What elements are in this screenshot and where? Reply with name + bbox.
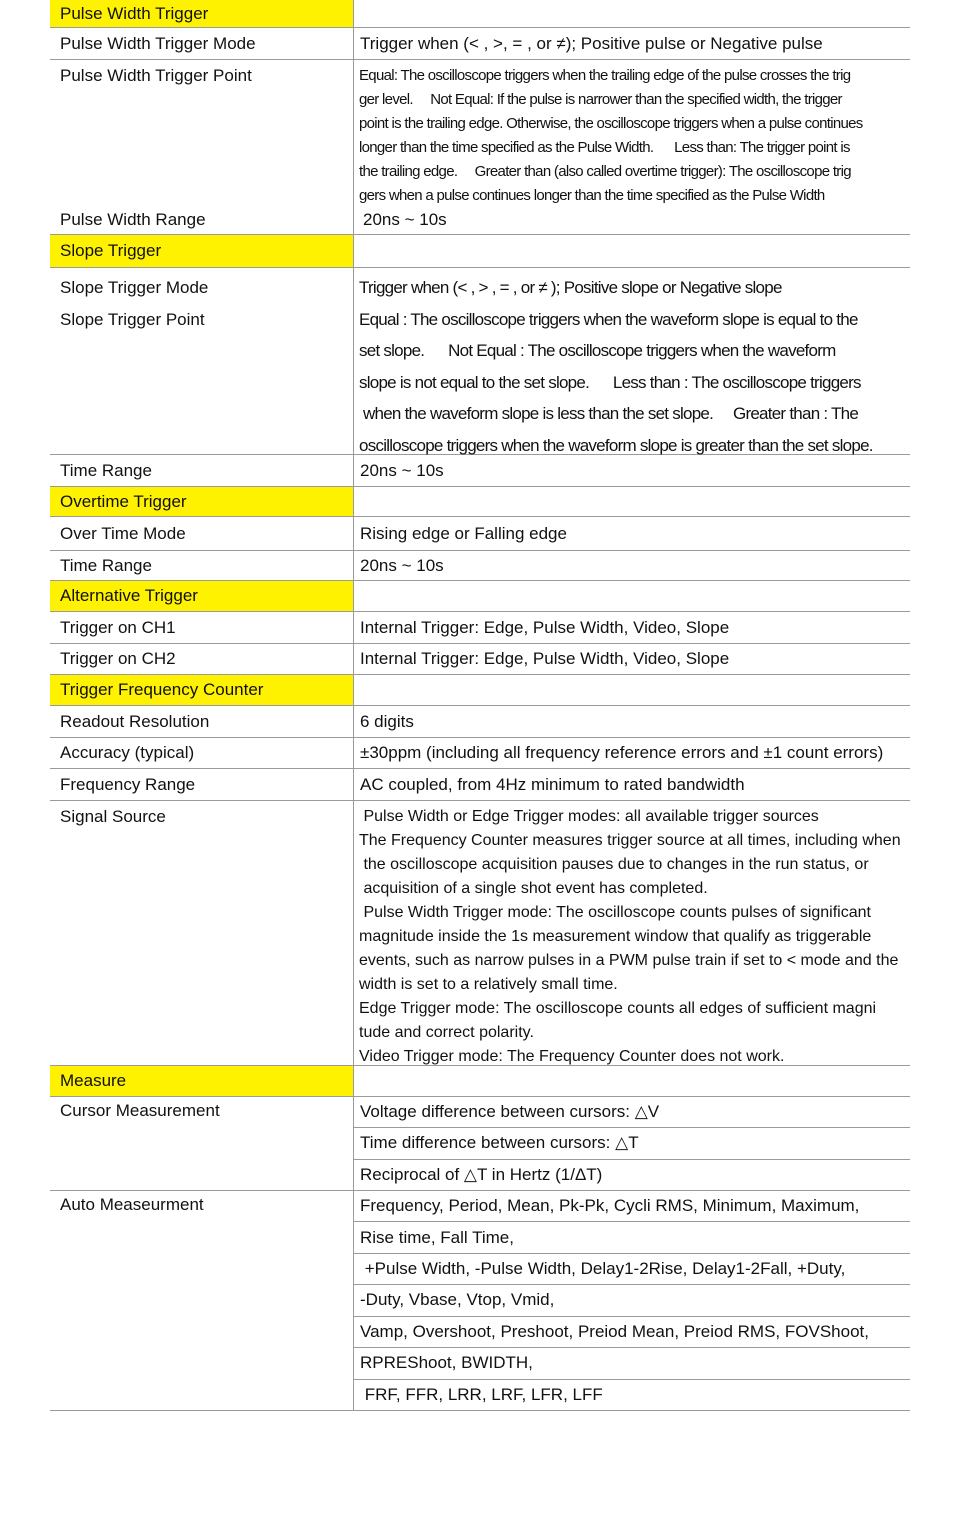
row-value: AC coupled, from 4Hz minimum to rated bandwidth	[360, 774, 745, 794]
row-label: Accuracy (typical)	[60, 743, 195, 762]
row-label: Pulse Width Range	[60, 210, 206, 229]
label-cell	[50, 455, 354, 486]
row-label: Slope Trigger Mode	[60, 278, 209, 297]
row-label: Time Range	[60, 460, 152, 480]
table-row	[50, 455, 910, 487]
value-subrow: Voltage difference between cursors: △V	[354, 1097, 910, 1128]
value-line: Equal : The oscilloscope triggers when the waveform slope is equal to the	[359, 309, 858, 329]
row-label: Pulse Width Trigger Mode	[60, 33, 256, 53]
value-line: Video Trigger mode: The Frequency Counter does not work.	[359, 1048, 785, 1065]
section-title: Trigger Frequency Counter	[50, 675, 354, 705]
row-label	[60, 184, 353, 208]
row-label: Pulse Width Trigger Point	[60, 66, 252, 85]
value-line: Trigger when (< , > , = , or ≠ ); Positive slope or Negative slope	[359, 278, 782, 297]
label-cell	[50, 28, 354, 59]
row-value: Internal Trigger: Edge, Pulse Width, Video, Slope	[360, 617, 730, 637]
value-line: longer than the time specified as the Pulse Width. Less than: The trigger point is	[359, 139, 850, 156]
value-line: acquisition of a single shot event has completed.	[359, 880, 708, 897]
label-cell	[50, 1097, 354, 1190]
table-row	[50, 268, 910, 455]
value-cell	[354, 455, 910, 486]
value-line: when the waveform slope is less than the set slope. Greater than : The	[359, 404, 859, 423]
label-cell	[50, 517, 354, 550]
value-cell	[354, 738, 910, 768]
row-label: Slope Trigger Point	[60, 309, 205, 329]
row-value: 20ns ~ 10s	[360, 460, 444, 480]
value-cell	[354, 60, 910, 234]
value-subrow: Frequency, Period, Mean, Pk-Pk, Cycli RMS, Minimum, Maximum,	[354, 1191, 910, 1222]
section-title: Pulse Width Trigger	[50, 0, 354, 27]
section-header-row	[50, 1066, 910, 1097]
section-header-row	[50, 581, 910, 612]
row-label: Signal Source	[60, 807, 166, 826]
value-cell	[354, 268, 910, 454]
value-line: slope is not equal to the set slope. Less than : The oscilloscope triggers	[359, 372, 861, 392]
label-cell	[50, 60, 354, 234]
value-cell	[354, 675, 910, 705]
row-value: ±30ppm (including all frequency reference errors and ±1 count errors)	[360, 743, 884, 762]
label-cell	[50, 706, 354, 737]
row-label	[60, 160, 353, 184]
value-cell	[354, 769, 910, 800]
value-cell	[354, 644, 910, 674]
value-cell	[354, 1066, 910, 1096]
row-label: Frequency Range	[60, 774, 196, 794]
section-title: Alternative Trigger	[50, 581, 354, 611]
table-row	[50, 551, 910, 581]
value-line: Edge Trigger mode: The oscilloscope counts all edges of sufficient magni	[359, 1000, 877, 1017]
value-line: gers when a pulse continues longer than the time specified as the Pulse Width	[359, 187, 825, 204]
row-label	[60, 88, 353, 112]
section-header-row	[50, 0, 910, 28]
value-line: 20ns ~ 10s	[363, 210, 447, 229]
section-header-row	[50, 675, 910, 706]
value-line: Pulse Width or Edge Trigger modes: all available trigger sources	[359, 808, 819, 825]
value-line: set slope. Not Equal : The oscilloscope triggers when the waveform	[359, 341, 836, 360]
value-line: width is set to a relatively small time.	[359, 976, 618, 993]
table-row	[50, 801, 910, 1066]
value-cell	[354, 28, 910, 59]
row-value: 20ns ~ 10s	[360, 555, 444, 575]
value-line: Pulse Width Trigger mode: The oscilloscope counts pulses of significant	[359, 904, 871, 921]
value-cell	[354, 1097, 910, 1190]
value-subrow: RPREShoot, BWIDTH,	[354, 1348, 910, 1379]
row-label: Auto Measeurment	[60, 1195, 204, 1214]
section-header-row	[50, 235, 910, 268]
table-row	[50, 612, 910, 644]
row-label: Over Time Mode	[60, 523, 186, 543]
table-row	[50, 517, 910, 551]
row-value: 6 digits	[360, 711, 414, 731]
table-row	[50, 1191, 910, 1411]
label-cell	[50, 1191, 354, 1410]
section-title: Measure	[50, 1066, 354, 1096]
row-label	[60, 112, 353, 136]
value-line: events, such as narrow pulses in a PWM pulse train if set to < mode and the	[359, 952, 899, 969]
value-cell	[354, 612, 910, 643]
value-line: the trailing edge. Greater than (also called overtime trigger): The oscilloscope trig	[359, 163, 851, 180]
table-row	[50, 28, 910, 60]
section-title: Overtime Trigger	[50, 487, 354, 516]
row-label: Cursor Measurement	[60, 1101, 220, 1120]
value-cell	[354, 517, 910, 550]
label-cell	[50, 551, 354, 580]
table-row	[50, 1097, 910, 1191]
section-title: Slope Trigger	[50, 235, 354, 267]
table-row	[50, 644, 910, 675]
value-cell	[354, 1191, 910, 1410]
value-subrow: +Pulse Width, -Pulse Width, Delay1-2Rise, Delay1-2Fall, +Duty,	[354, 1254, 910, 1285]
value-line: The Frequency Counter measures trigger source at all times, including when	[359, 832, 901, 849]
value-cell	[354, 581, 910, 611]
label-cell	[50, 769, 354, 800]
table-row	[50, 769, 910, 801]
value-line: magnitude inside the 1s measurement window that qualify as triggerable	[359, 928, 872, 945]
value-subrow: Time difference between cursors: △T	[354, 1128, 910, 1159]
value-line: the oscilloscope acquisition pauses due to changes in the run status, or	[359, 856, 869, 873]
value-line: oscilloscope triggers when the waveform slope is greater than the set slope.	[359, 435, 873, 455]
row-label: Trigger on CH1	[60, 617, 176, 637]
value-line: Equal: The oscilloscope triggers when the trailing edge of the pulse crosses the trig	[359, 67, 851, 84]
row-value: Internal Trigger: Edge, Pulse Width, Video, Slope	[360, 649, 730, 668]
row-label: Time Range	[60, 555, 152, 575]
value-subrow: FRF, FFR, LRR, LRF, LFR, LFF	[360, 1384, 603, 1404]
label-cell	[50, 644, 354, 674]
row-label	[60, 136, 353, 160]
value-subrow: Vamp, Overshoot, Preshoot, Preiod Mean, Preiod RMS, FOVShoot,	[354, 1317, 910, 1348]
section-header-row	[50, 487, 910, 517]
value-cell	[354, 706, 910, 737]
table-row	[50, 60, 910, 235]
specification-table	[50, 0, 910, 1411]
value-subrow: Rise time, Fall Time,	[354, 1222, 910, 1253]
value-subrow: Reciprocal of △T in Hertz (1/ΔT)	[360, 1164, 603, 1184]
value-cell	[354, 235, 910, 267]
label-cell	[50, 612, 354, 643]
value-cell	[354, 0, 910, 27]
value-cell	[354, 801, 910, 1065]
label-cell	[50, 268, 354, 454]
value-line: point is the trailing edge. Otherwise, the oscilloscope triggers when a pulse continues	[359, 115, 863, 132]
table-row	[50, 706, 910, 738]
row-value: Rising edge or Falling edge	[360, 523, 567, 543]
label-cell	[50, 738, 354, 768]
value-subrow: -Duty, Vbase, Vtop, Vmid,	[354, 1285, 910, 1316]
row-label: Trigger on CH2	[60, 649, 176, 668]
table-row	[50, 738, 910, 769]
label-cell	[50, 801, 354, 1065]
row-label: Readout Resolution	[60, 711, 210, 731]
value-cell	[354, 551, 910, 580]
value-line: tude and correct polarity.	[359, 1024, 534, 1041]
value-cell	[354, 487, 910, 516]
row-value: Trigger when (< , >, = , or ≠); Positive pulse or Negative pulse	[360, 33, 823, 53]
value-line: ger level. Not Equal: If the pulse is narrower than the specified width, the trigger	[359, 91, 842, 108]
